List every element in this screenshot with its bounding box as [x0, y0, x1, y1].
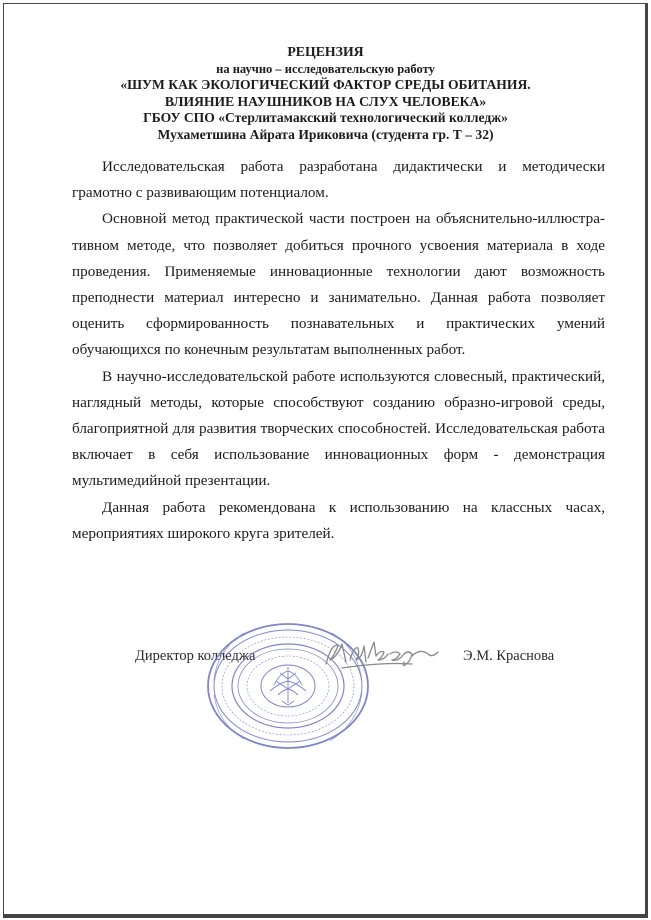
review-title: РЕЦЕНЗИЯ	[287, 44, 364, 59]
paragraph: Основной метод практической части построен на объяснительно-иллюстра-тивном методе, что позволяет добиться прочного усвоения материала в ходе проведения. Применяемые инновационные технологии дают возможность преподнести материал интересно и занимательно. Данная работа позволяет оценить сформированность познавательных и практических умений обучающихся по конечным результатам выполненных работ.	[72, 210, 605, 359]
document-header	[0, 44, 651, 143]
review-subtitle: на научно – исследовательскую работу	[216, 61, 435, 76]
work-title-line-1: «ШУМ КАК ЭКОЛОГИЧЕСКИЙ ФАКТОР СРЕДЫ ОБИТАНИЯ.	[120, 77, 531, 92]
paragraph: Данная работа рекомендована к использованию на классных часах, мероприятиях широкого круга зрителей.	[72, 498, 605, 542]
work-title-line-2: ВЛИЯНИЕ НАУШНИКОВ НА СЛУХ ЧЕЛОВЕКА»	[164, 93, 487, 109]
paragraph: Исследовательская работа разработана дидактически и методически грамотно с развивающим потенциалом.	[72, 158, 605, 202]
signer-name: Э.М. Краснова	[463, 648, 555, 664]
author-name: Мухаметшина Айрата Ириковича (студента гр. Т – 32)	[157, 126, 494, 142]
review-body	[72, 154, 605, 547]
paragraph: В научно-исследовательской работе используются словесный, практический, наглядный методы, которые способствуют созданию образно-игровой среды, благоприятной для развития творческих способностей. Исследовательская работа включает в себя использование инновационных форм - демонстрация мультимедийной презентации.	[72, 367, 605, 490]
institution-name: ГБОУ СПО «Стерлитамакский технологический колледж»	[143, 110, 508, 125]
signer-position: Директор колледжа	[135, 648, 256, 664]
